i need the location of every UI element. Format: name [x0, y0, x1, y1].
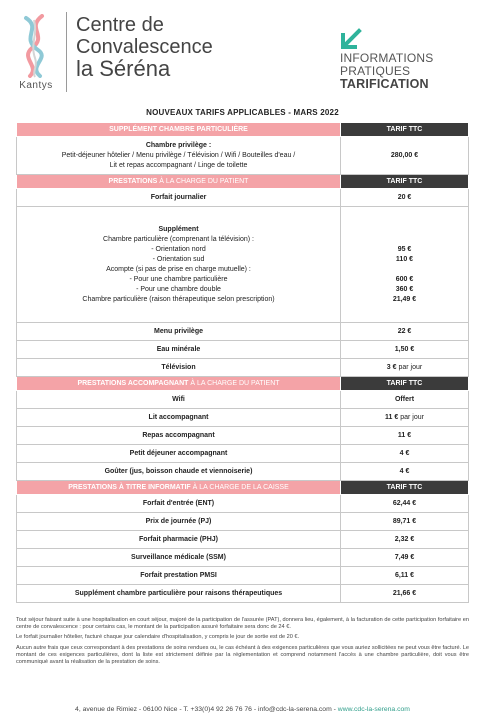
centre-name-line3: la Séréna: [76, 56, 171, 81]
row-price: 22 €: [341, 323, 469, 341]
supplement-details: [17, 207, 341, 323]
supplement-price: 360 €: [395, 285, 414, 293]
row-label: [17, 495, 341, 513]
supplement-line: Chambre particulière (comprenant la télévision) :: [103, 235, 254, 243]
row-price: [341, 359, 469, 377]
section-label-bold: PRESTATIONS ACCOMPAGNANT: [77, 379, 189, 387]
footer: [16, 706, 469, 713]
row-label: [17, 585, 341, 603]
table-row: [17, 463, 469, 481]
price-value: 11 €: [385, 413, 399, 421]
note-paragraph: Le forfait journalier hôtelier, facturé chaque jour calendaire d'hospitalisation, y compris le jour de sortie est de 20 €.: [16, 634, 300, 641]
row-label: [17, 323, 341, 341]
row-label: [17, 189, 341, 207]
row-label-text: Eau minérale: [156, 345, 201, 353]
row-price: 6,11 €: [341, 567, 469, 585]
centre-name-line1: Centre de: [76, 14, 164, 36]
row-label-text: Wifi: [172, 395, 185, 403]
section-label-light: À LA CHARGE DU PATIENT: [190, 379, 280, 387]
supplement-price: 600 €: [395, 275, 414, 283]
row-label: [17, 409, 341, 427]
row-price: 4 €: [341, 463, 469, 481]
row-label: [17, 391, 341, 409]
row-price: 280,00 €: [341, 137, 469, 175]
note-paragraph: Tout séjour faisant suite à une hospitalisation en court séjour, majoré de la participation de l'assurée (PAT), donnera lieu, également, à la facturation de cette participation forfaitaire en centre de convalescence : pour certains cas, le montant de la participation assuré forfaitaire sera donc de 24 €.: [16, 617, 469, 631]
section-label-light: À LA CHARGE DU PATIENT: [159, 177, 249, 185]
supplement-title: Supplément: [158, 225, 199, 233]
row-label-text: Supplément chambre particulière pour raisons thérapeutiques: [74, 589, 283, 597]
row-label-text: Forfait journalier: [150, 193, 207, 201]
supplement-price: 21,49 €: [392, 295, 417, 303]
row-price: 21,66 €: [341, 585, 469, 603]
info-line-3: TARIFICATION: [340, 77, 429, 91]
table-row: [17, 359, 469, 377]
row-label-text: Lit accompagnant: [148, 413, 209, 421]
tariffs-table: [16, 122, 469, 603]
row-label-text: Forfait prestation PMSI: [140, 571, 217, 579]
row-label: [17, 549, 341, 567]
row-label: [17, 137, 341, 175]
row-label: [17, 567, 341, 585]
row-price: 1,50 €: [341, 341, 469, 359]
section-header-informatif: [17, 481, 469, 495]
table-row: [17, 341, 469, 359]
section-header-patient: [17, 175, 469, 189]
section-header-accompagnant: [17, 377, 469, 391]
supplement-price: 95 €: [397, 245, 412, 253]
row-label-text: Forfait pharmacie (PHJ): [139, 535, 218, 543]
row-price: [341, 409, 469, 427]
info-line-1: INFORMATIONS: [340, 51, 434, 65]
row-label-text: Forfait d'entrée (ENT): [142, 499, 215, 507]
row-label-text: Goûter (jus, boisson chaude et viennoiserie): [104, 467, 253, 475]
table-row: [17, 427, 469, 445]
info-block: [340, 28, 480, 91]
row-price: 89,71 €: [341, 513, 469, 531]
logo-wordmark: Kantys: [19, 80, 53, 91]
price-column-header: TARIF TTC: [341, 481, 469, 495]
table-row: [17, 137, 469, 175]
row-price: 62,44 €: [341, 495, 469, 513]
section-label-bold: PRESTATIONS: [108, 177, 158, 185]
table-row: [17, 189, 469, 207]
header-divider: [66, 12, 67, 92]
footer-website-link[interactable]: www.cdc-la-serena.com: [337, 706, 410, 713]
supplement-line: - Pour une chambre double: [136, 285, 221, 293]
section-label-bold: PRESTATIONS À TITRE INFORMATIF: [68, 483, 191, 491]
row-price: 20 €: [341, 189, 469, 207]
row-price: 11 €: [341, 427, 469, 445]
row-label-text: Prix de journée (PJ): [145, 517, 212, 525]
supplement-line: Chambre particulière (raison thérapeutique selon prescription): [82, 295, 275, 303]
centre-name: [76, 14, 213, 80]
price-column-header: TARIF TTC: [341, 377, 469, 391]
row-label: [17, 463, 341, 481]
supplement-line: - Orientation sud: [152, 255, 205, 263]
arrow-down-left-icon: [340, 28, 362, 50]
row-label-text: Surveillance médicale (SSM): [131, 553, 226, 561]
row-price: 4 €: [341, 445, 469, 463]
page-header: [0, 0, 485, 100]
table-row: [17, 391, 469, 409]
row-label-text: Télévision: [161, 363, 196, 371]
row-label: [17, 359, 341, 377]
row-label-text: Repas accompagnant: [142, 431, 215, 439]
price-unit: par jour: [400, 413, 424, 421]
centre-name-line2: Convalescence: [76, 36, 213, 58]
supplement-price: 110 €: [395, 255, 414, 263]
section-label: [17, 175, 341, 189]
row-detail-line: Petit-déjeuner hôtelier / Menu privilège / Télévision / Wifi / Bouteilles d'eau /: [61, 151, 296, 159]
row-label: [17, 513, 341, 531]
row-price: 7,49 €: [341, 549, 469, 567]
table-row: [17, 445, 469, 463]
row-label-text: Petit déjeuner accompagnant: [129, 449, 228, 457]
tariffs-title: NOUVEAUX TARIFS APPLICABLES - MARS 2022: [146, 108, 339, 117]
row-label: [17, 427, 341, 445]
kantys-logo-icon: [12, 14, 58, 78]
row-label: [17, 341, 341, 359]
supplement-line: - Pour une chambre particulière: [129, 275, 228, 283]
table-row: [17, 409, 469, 427]
section-label: [17, 377, 341, 391]
row-label-text: Menu privilège: [153, 327, 203, 335]
table-row: [17, 585, 469, 603]
price-value: 3 €: [386, 363, 397, 371]
table-row: [17, 549, 469, 567]
supplement-line: - Orientation nord: [151, 245, 206, 253]
notes: [16, 617, 469, 669]
table-row-supplement: [17, 207, 469, 323]
supplement-prices: [341, 207, 469, 323]
price-unit: par jour: [398, 363, 423, 371]
table-row: [17, 323, 469, 341]
table-row: [17, 567, 469, 585]
row-price: 2,32 €: [341, 531, 469, 549]
table-row: [17, 513, 469, 531]
section-label-light: À LA CHARGE DE LA CAISSE: [192, 483, 289, 491]
price-column-header: TARIF TTC: [341, 175, 469, 189]
section-header-supplement: [17, 123, 469, 137]
supplement-line: Acompte (si pas de prise en charge mutuelle) :: [106, 265, 251, 273]
row-detail-line: Lit et repas accompagnant / Linge de toilette: [109, 161, 248, 169]
row-price: Offert: [341, 391, 469, 409]
table-row: [17, 531, 469, 549]
section-label: [17, 481, 341, 495]
note-paragraph: Aucun autre frais que ceux correspondant à des prestations de soins rendues ou, le cas échéant à des exigences particulières que vous auriez sollicitées ne peut vous être facturé. Le montant de ces exigences particulières, dont la liste est strictement définie par la réglementation et comprend notamment l'accès à une chambre particulière, doit vous être communiqué avant la réalisation de la prestation de soins.: [16, 644, 469, 666]
row-label: [17, 531, 341, 549]
table-row: [17, 495, 469, 513]
row-title: Chambre privilège :: [145, 141, 212, 149]
section-label: SUPPLÉMENT CHAMBRE PARTICULIÈRE: [17, 123, 341, 137]
price-column-header: TARIF TTC: [341, 123, 469, 137]
info-line-2: PRATIQUES: [340, 64, 411, 78]
footer-address: 4, avenue de Rimiez - 06100 Nice - T. +33(0)4 92 26 76 76 - info@cdc-la-serena.com -: [75, 706, 338, 713]
row-label: [17, 445, 341, 463]
